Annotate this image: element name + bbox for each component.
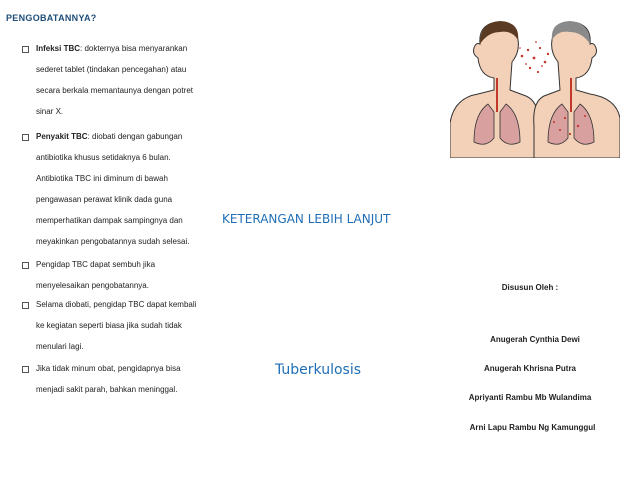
checkbox-bullet-icon <box>22 262 29 269</box>
list-line <box>36 132 182 142</box>
list-line: memperhatikan dampak sampingnya dan <box>36 216 183 225</box>
topic-title: Tuberkulosis <box>275 362 362 378</box>
list-line: Pengidap TBC dapat sembuh jika <box>36 260 156 269</box>
list-line: sederet tablet (tindakan pencegahan) atau <box>36 65 187 74</box>
list-line: Selama diobati, pengidap TBC dapat kembali <box>36 300 197 309</box>
more-info-title: KETERANGAN LEBIH LANJUT <box>222 212 391 226</box>
list-line: antibiotika khusus setidaknya 6 bulan. <box>36 153 171 162</box>
person-left <box>450 21 538 158</box>
bold-term: Penyakit TBC <box>36 132 88 141</box>
checkbox-bullet-icon <box>22 366 29 373</box>
section-heading: PENGOBATANNYA? <box>6 13 97 23</box>
list-line: Antibiotika TBC ini diminum di bawah <box>36 174 168 183</box>
list-line: sinar X. <box>36 107 64 116</box>
author-name-2: Anugerah Khrisna Putra <box>483 364 576 373</box>
term-description: : diobati dengan gabungan <box>87 132 183 141</box>
checkbox-bullet-icon <box>22 302 29 309</box>
list-line: menjadi sakit parah, bahkan meninggal. <box>36 385 178 394</box>
list-line <box>36 44 187 54</box>
list-line: Jika tidak minum obat, pengidapnya bisa <box>36 364 181 373</box>
author-name-1: Anugerah Cynthia Dewi <box>490 335 580 344</box>
list-line: ke kegiatan seperti biasa jika sudah tidak <box>36 321 182 330</box>
list-line: secara berkala memantaunya dengan potret <box>36 86 193 95</box>
term-description: : dokternya bisa menyarankan <box>80 44 188 53</box>
list-line: menyelesaikan pengobatannya. <box>36 281 149 290</box>
credits-label: Disusun Oleh : <box>501 283 559 292</box>
bold-term: Infeksi TBC <box>36 44 81 53</box>
checkbox-bullet-icon <box>22 46 29 53</box>
two-people-lungs-illustration <box>450 18 620 158</box>
author-name-3: Apriyanti Rambu Mb Wulandima <box>468 393 592 402</box>
author-name-4: Arni Lapu Rambu Ng Kamunggul <box>469 423 596 432</box>
list-line: pengawasan perawat klinik dada guna <box>36 195 173 204</box>
person-right <box>534 21 620 158</box>
list-line: menulari lagi. <box>36 342 84 351</box>
list-line: meyakinkan pengobatannya sudah selesai. <box>36 237 190 246</box>
checkbox-bullet-icon <box>22 134 29 141</box>
